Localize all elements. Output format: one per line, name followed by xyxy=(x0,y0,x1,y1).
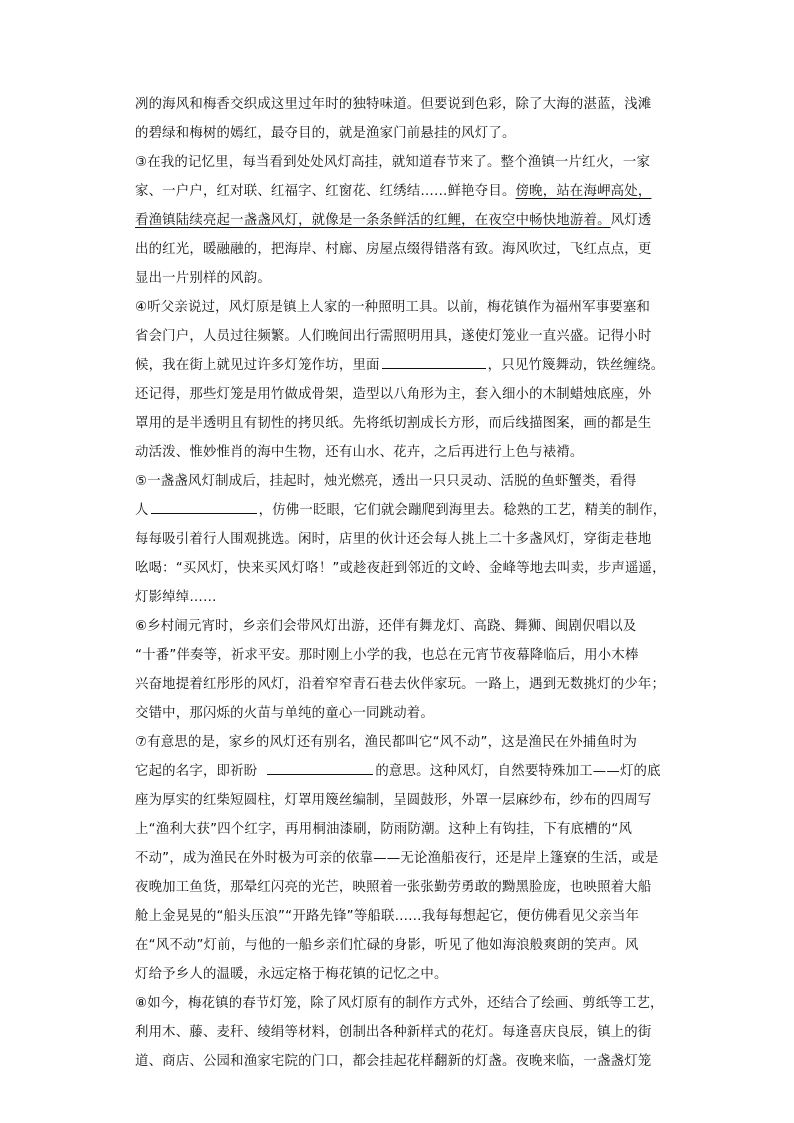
line-text: 舱上金晃晃的“船头压浪”“开路先锋”等船联……我每每想起它，便仿佛看见父亲当年 xyxy=(135,909,640,924)
text-line xyxy=(135,931,675,960)
text-line xyxy=(135,641,675,670)
text-line xyxy=(135,728,675,757)
line-text: 的意思。这种风灯，自然要特殊加工——灯的底 xyxy=(375,764,661,779)
text-line xyxy=(135,554,675,583)
line-text: “十番”伴奏等，祈求平安。那时刚上小学的我，也总在元宵节夜幕降临后，用小木棒 xyxy=(135,648,639,663)
line-text: ③在我的记忆里，每当看到处处风灯高挂，就知道春节来了。整个渔镇一片红火，一家 xyxy=(135,155,651,170)
line-text: 它起的名字，即祈盼 xyxy=(135,764,258,779)
text-line xyxy=(135,525,675,554)
fill-in-blank[interactable] xyxy=(267,760,373,775)
line-text: 显出一片别样的风韵。 xyxy=(135,271,271,286)
line-text: 夜晚加工鱼货，那晕红闪亮的光芒，映照着一张张勤劳勇敢的黝黑脸庞，也映照着大船 xyxy=(135,880,652,895)
text-line xyxy=(135,148,675,177)
underlined-sentence: 傍晚，站在海岬高处， xyxy=(515,184,652,199)
line-text: 候，我在街上就见过许多灯笼作坊，里面 xyxy=(135,358,380,373)
line-text: ⑧如今，梅花镇的春节灯笼，除了风灯原有的制作方式外，还结合了绘画、剪纸等工艺， xyxy=(135,996,664,1011)
fill-in-blank[interactable] xyxy=(382,354,486,369)
text-line xyxy=(135,1018,675,1047)
line-text: 省会门户，人员过往频繁。人们晚间出行需照明用具，遂使灯笼业一直兴盛。记得小时 xyxy=(135,329,652,344)
line-text: 罩用的是半透明且有韧性的拷贝纸。先将纸切割成长方形，而后线描图案，画的都是生 xyxy=(135,416,652,431)
line-text: 家、一户户，红对联、红福字、红窗花、红绣结……鲜艳夺目。 xyxy=(135,184,516,199)
text-line xyxy=(135,815,675,844)
text-line xyxy=(135,380,675,409)
text-line xyxy=(135,235,675,264)
text-line xyxy=(135,989,675,1018)
text-line xyxy=(135,844,675,873)
text-line xyxy=(135,293,675,322)
text-line xyxy=(135,873,675,902)
text-line xyxy=(135,177,675,206)
line-text: 的碧绿和梅树的嫣红，最夺目的，就是渔家门前悬挂的风灯了。 xyxy=(135,126,516,141)
text-line xyxy=(135,699,675,728)
text-line xyxy=(135,1047,675,1076)
line-text: ，仿佛一眨眼，它们就会蹦爬到海里去。稔熟的工艺，精美的制作， xyxy=(258,503,667,518)
line-text: 道、商店、公园和渔家宅院的门口，都会挂起花样翻新的灯盏。夜晚来临，一盏盏灯笼 xyxy=(135,1054,652,1069)
line-text: 人 xyxy=(135,503,149,518)
text-line xyxy=(135,757,675,786)
text-line xyxy=(135,902,675,931)
line-text: 兴奋地提着红彤彤的风灯，沿着窄窄青石巷去伙伴家玩。一路上，遇到无数挑灯的少年； xyxy=(135,677,666,692)
text-line xyxy=(135,960,675,989)
text-line xyxy=(135,119,675,148)
line-text: 动活泼、惟妙惟肖的海中生物，还有山水、花卉，之后再进行上色与裱褙。 xyxy=(135,445,584,460)
line-text: ⑤一盏盏风灯制成后，挂起时，烛光燃亮，透出一只只灵动、活脱的鱼虾蟹类，看得 xyxy=(135,474,637,489)
line-text: 冽的海风和梅香交织成这里过年时的独特味道。但要说到色彩，除了大海的湛蓝，浅滩 xyxy=(135,97,652,112)
text-line xyxy=(135,438,675,467)
line-text: 上“渔利大获”四个红字，再用桐油漆刷，防雨防潮。这种上有钩挂，下有底槽的“风 xyxy=(135,822,633,837)
line-text: 灯影绰绰…… xyxy=(135,590,217,605)
text-line xyxy=(135,264,675,293)
line-text: 每每吸引着行人围观挑选。闲时，店里的伙计还会每人挑上二十多盏风灯，穿街走巷地 xyxy=(135,532,652,547)
line-text: 交错中，那闪烁的火苗与单纯的童心一同跳动着。 xyxy=(135,706,434,721)
text-line xyxy=(135,409,675,438)
text-line xyxy=(135,583,675,612)
text-line xyxy=(135,467,675,496)
line-text: ④听父亲说过，风灯原是镇上人家的一种照明工具。以前，梅花镇作为福州军事要塞和 xyxy=(135,300,651,315)
text-line xyxy=(135,496,675,525)
document-page xyxy=(135,90,675,1076)
line-text: 利用木、藤、麦秆、绫绢等材料，创制出各种新样式的花灯。每逢喜庆良辰，镇上的街 xyxy=(135,1025,652,1040)
text-line xyxy=(135,90,675,119)
line-text: 座为厚实的红柴短圆柱，灯罩用篾丝编制，呈圆鼓形，外罩一层麻纱布，纱布的四周写 xyxy=(135,793,652,808)
line-text: 灯给予乡人的温暖，永远定格于梅花镇的记忆之中。 xyxy=(135,967,448,982)
text-line xyxy=(135,206,675,235)
line-text: 出的红光，暖融融的，把海岸、村廊、房屋点缀得错落有致。海风吹过，飞红点点，更 xyxy=(135,242,652,257)
underlined-sentence: 看渔镇陆续亮起一盏盏风灯，就像是一条条鲜活的红鲤，在夜空中畅快地游着。 xyxy=(135,213,611,228)
text-line xyxy=(135,612,675,641)
line-text: 吆喝：“买风灯，快来买风灯咯！”或趁夜赶到邻近的文岭、金峰等地去叫卖，步声遥遥， xyxy=(135,561,666,576)
text-line xyxy=(135,351,675,380)
text-line xyxy=(135,786,675,815)
line-text: 在“风不动”灯前，与他的一船乡亲们忙碌的身影，听见了他如海浪般爽朗的笑声。风 xyxy=(135,938,639,953)
line-text: 还记得，那些灯笼是用竹做成骨架，造型以八角形为主，套入细小的木制蜡烛底座，外 xyxy=(135,387,652,402)
text-line xyxy=(135,322,675,351)
text-line xyxy=(135,670,675,699)
fill-in-blank[interactable] xyxy=(151,499,257,514)
line-text: ⑦有意思的是，家乡的风灯还有别名，渔民都叫它“风不动”，这是渔民在外捕鱼时为 xyxy=(135,735,638,750)
line-text: 风灯透 xyxy=(610,213,652,228)
line-text: 不动”，成为渔民在外时极为可亲的依靠——无论渔船夜行，还是岸上篷寮的生活，或是 xyxy=(135,851,659,866)
line-text: ，只见竹篾舞动，铁丝缠绕。 xyxy=(487,358,665,373)
line-text: ⑥乡村闹元宵时，乡亲们会带风灯出游，还伴有舞龙灯、高跷、舞狮、闽剧伬唱以及 xyxy=(135,619,637,634)
